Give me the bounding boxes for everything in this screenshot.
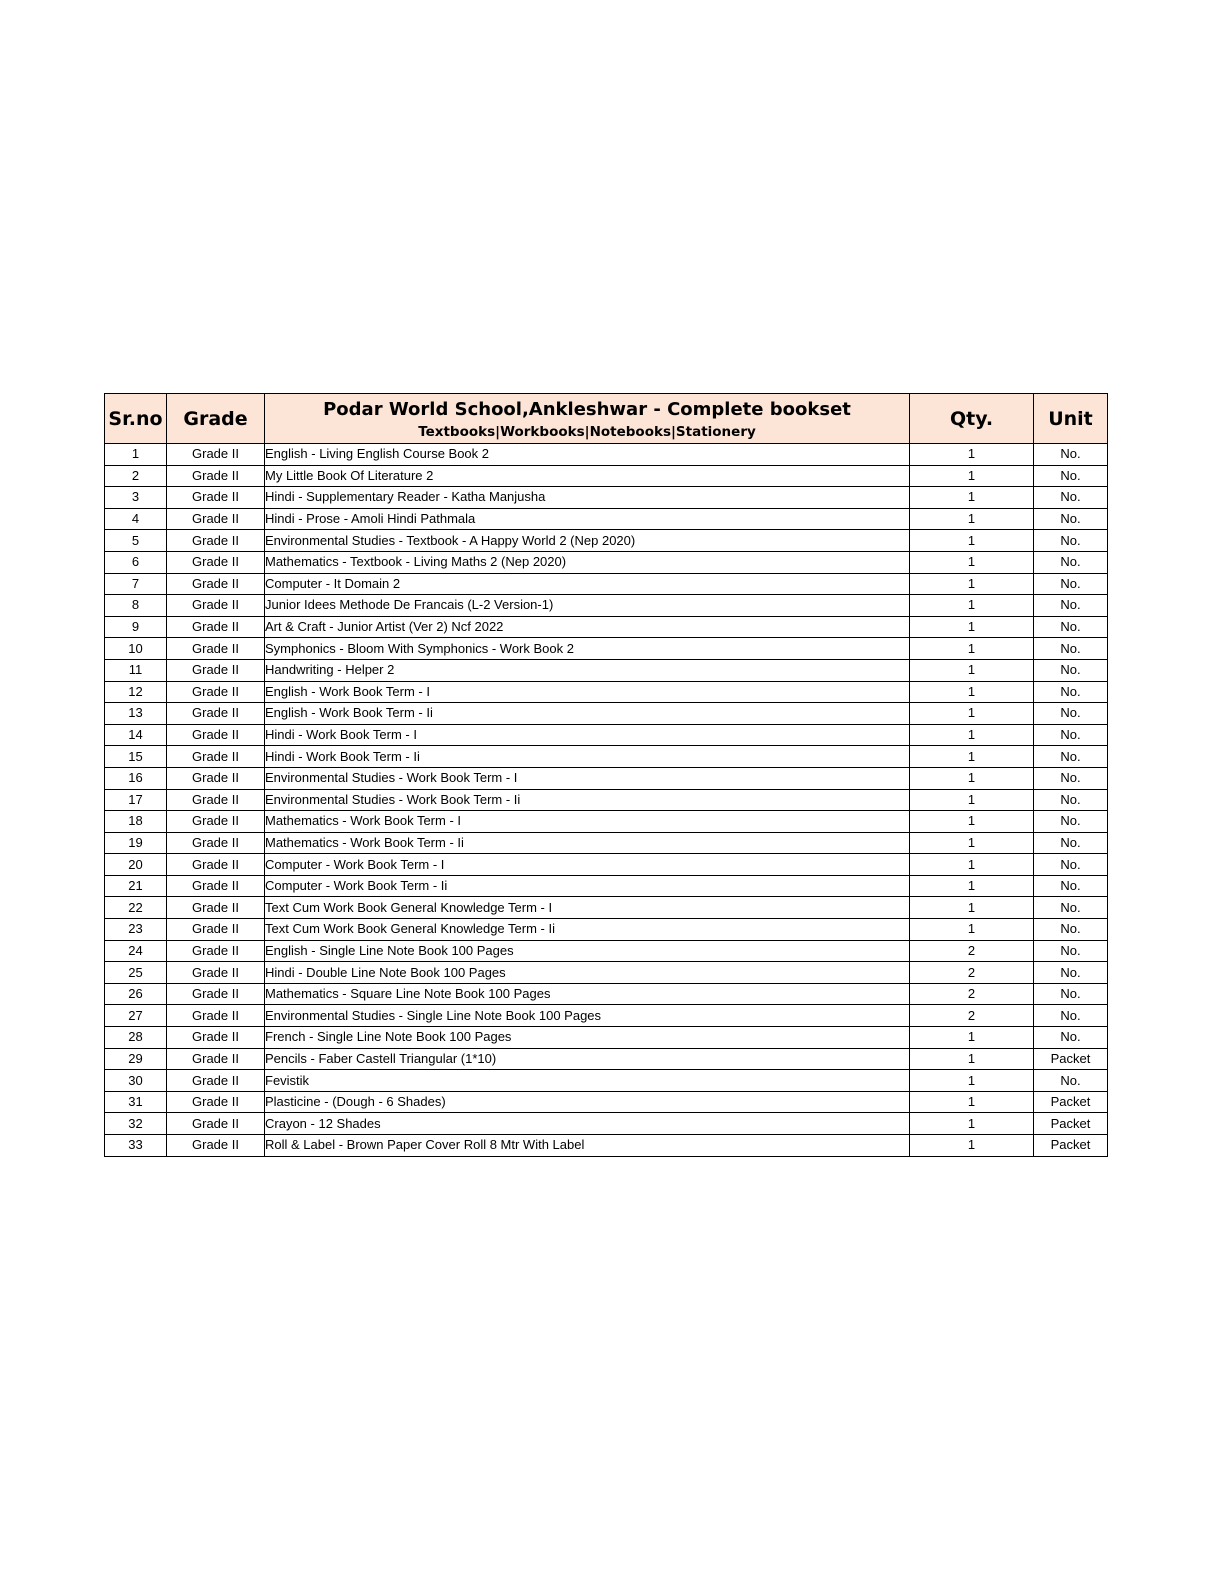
cell-unit: No.	[1034, 595, 1108, 617]
cell-item: Hindi - Supplementary Reader - Katha Manjusha	[265, 487, 910, 509]
cell-srno: 33	[105, 1135, 167, 1157]
table-row	[105, 767, 1108, 789]
cell-grade: Grade II	[167, 659, 265, 681]
cell-grade: Grade II	[167, 681, 265, 703]
cell-srno: 21	[105, 875, 167, 897]
cell-item: My Little Book Of Literature 2	[265, 465, 910, 487]
cell-qty: 1	[910, 638, 1034, 660]
table-row	[105, 487, 1108, 509]
cell-srno: 25	[105, 962, 167, 984]
cell-srno: 26	[105, 983, 167, 1005]
cell-qty: 1	[910, 595, 1034, 617]
cell-srno: 17	[105, 789, 167, 811]
cell-item: Hindi - Work Book Term - Ii	[265, 746, 910, 768]
table-row	[105, 444, 1108, 466]
cell-item: Environmental Studies - Work Book Term - I	[265, 767, 910, 789]
cell-grade: Grade II	[167, 875, 265, 897]
cell-item: Hindi - Prose - Amoli Hindi Pathmala	[265, 508, 910, 530]
table-row	[105, 983, 1108, 1005]
bookset-table	[104, 393, 1108, 1157]
cell-qty: 1	[910, 1113, 1034, 1135]
cell-item: Pencils - Faber Castell Triangular (1*10)	[265, 1048, 910, 1070]
cell-item: Environmental Studies - Textbook - A Happy World 2 (Nep 2020)	[265, 530, 910, 552]
cell-item: English - Work Book Term - I	[265, 681, 910, 703]
cell-srno: 22	[105, 897, 167, 919]
cell-qty: 1	[910, 573, 1034, 595]
cell-item: English - Work Book Term - Ii	[265, 703, 910, 725]
cell-unit: No.	[1034, 616, 1108, 638]
header-unit: Unit	[1034, 394, 1108, 444]
cell-unit: No.	[1034, 530, 1108, 552]
cell-unit: No.	[1034, 681, 1108, 703]
cell-unit: No.	[1034, 789, 1108, 811]
cell-srno: 16	[105, 767, 167, 789]
table-row	[105, 1048, 1108, 1070]
table-row	[105, 681, 1108, 703]
table-row	[105, 897, 1108, 919]
table-row	[105, 1027, 1108, 1049]
cell-qty: 1	[910, 444, 1034, 466]
table-row	[105, 638, 1108, 660]
cell-srno: 29	[105, 1048, 167, 1070]
table-row	[105, 875, 1108, 897]
cell-item: Symphonics - Bloom With Symphonics - Work Book 2	[265, 638, 910, 660]
cell-grade: Grade II	[167, 1070, 265, 1092]
cell-qty: 2	[910, 983, 1034, 1005]
cell-item: Computer - Work Book Term - Ii	[265, 875, 910, 897]
cell-grade: Grade II	[167, 1048, 265, 1070]
table-row	[105, 1113, 1108, 1135]
cell-qty: 2	[910, 1005, 1034, 1027]
cell-item: Hindi - Double Line Note Book 100 Pages	[265, 962, 910, 984]
cell-grade: Grade II	[167, 789, 265, 811]
cell-grade: Grade II	[167, 530, 265, 552]
cell-qty: 1	[910, 1135, 1034, 1157]
cell-grade: Grade II	[167, 1113, 265, 1135]
cell-qty: 1	[910, 1091, 1034, 1113]
cell-srno: 18	[105, 811, 167, 833]
cell-unit: No.	[1034, 573, 1108, 595]
cell-unit: No.	[1034, 508, 1108, 530]
cell-qty: 1	[910, 465, 1034, 487]
cell-unit: No.	[1034, 703, 1108, 725]
cell-qty: 1	[910, 767, 1034, 789]
cell-srno: 10	[105, 638, 167, 660]
table-row	[105, 724, 1108, 746]
cell-unit: No.	[1034, 919, 1108, 941]
header-subtitle: Textbooks|Workbooks|Notebooks|Stationery	[418, 423, 756, 440]
cell-srno: 28	[105, 1027, 167, 1049]
cell-unit: No.	[1034, 465, 1108, 487]
cell-item: Plasticine - (Dough - 6 Shades)	[265, 1091, 910, 1113]
table-row	[105, 659, 1108, 681]
cell-item: Environmental Studies - Single Line Note Book 100 Pages	[265, 1005, 910, 1027]
cell-unit: No.	[1034, 1027, 1108, 1049]
cell-unit: No.	[1034, 1005, 1108, 1027]
cell-unit: Packet	[1034, 1113, 1108, 1135]
cell-item: Handwriting - Helper 2	[265, 659, 910, 681]
cell-srno: 32	[105, 1113, 167, 1135]
cell-item: Mathematics - Work Book Term - I	[265, 811, 910, 833]
cell-srno: 1	[105, 444, 167, 466]
cell-qty: 1	[910, 487, 1034, 509]
table-body	[105, 444, 1108, 1157]
cell-qty: 1	[910, 1070, 1034, 1092]
table-row	[105, 919, 1108, 941]
cell-grade: Grade II	[167, 983, 265, 1005]
header-srno: Sr.no	[105, 394, 167, 444]
cell-qty: 1	[910, 530, 1034, 552]
cell-qty: 1	[910, 1048, 1034, 1070]
cell-grade: Grade II	[167, 638, 265, 660]
cell-unit: No.	[1034, 638, 1108, 660]
cell-srno: 7	[105, 573, 167, 595]
cell-unit: No.	[1034, 940, 1108, 962]
table-row	[105, 1091, 1108, 1113]
table-row	[105, 551, 1108, 573]
cell-item: Computer - Work Book Term - I	[265, 854, 910, 876]
cell-item: Crayon - 12 Shades	[265, 1113, 910, 1135]
table-row	[105, 1070, 1108, 1092]
cell-srno: 27	[105, 1005, 167, 1027]
cell-grade: Grade II	[167, 940, 265, 962]
cell-grade: Grade II	[167, 919, 265, 941]
cell-unit: Packet	[1034, 1048, 1108, 1070]
cell-qty: 1	[910, 1027, 1034, 1049]
cell-qty: 1	[910, 551, 1034, 573]
cell-grade: Grade II	[167, 1005, 265, 1027]
table-row	[105, 789, 1108, 811]
cell-srno: 6	[105, 551, 167, 573]
cell-unit: No.	[1034, 551, 1108, 573]
cell-qty: 1	[910, 875, 1034, 897]
cell-unit: No.	[1034, 983, 1108, 1005]
table-row	[105, 940, 1108, 962]
cell-unit: No.	[1034, 444, 1108, 466]
cell-item: Environmental Studies - Work Book Term - Ii	[265, 789, 910, 811]
table-row	[105, 573, 1108, 595]
cell-grade: Grade II	[167, 616, 265, 638]
table-row	[105, 465, 1108, 487]
cell-grade: Grade II	[167, 767, 265, 789]
cell-grade: Grade II	[167, 508, 265, 530]
cell-item: Art & Craft - Junior Artist (Ver 2) Ncf 2022	[265, 616, 910, 638]
cell-unit: Packet	[1034, 1091, 1108, 1113]
cell-grade: Grade II	[167, 444, 265, 466]
cell-srno: 14	[105, 724, 167, 746]
cell-unit: No.	[1034, 811, 1108, 833]
cell-unit: No.	[1034, 854, 1108, 876]
cell-qty: 1	[910, 811, 1034, 833]
cell-qty: 1	[910, 919, 1034, 941]
header-qty: Qty.	[910, 394, 1034, 444]
cell-srno: 5	[105, 530, 167, 552]
cell-unit: No.	[1034, 875, 1108, 897]
cell-srno: 15	[105, 746, 167, 768]
cell-qty: 1	[910, 659, 1034, 681]
table-row	[105, 595, 1108, 617]
cell-qty: 1	[910, 832, 1034, 854]
cell-item: Mathematics - Square Line Note Book 100 Pages	[265, 983, 910, 1005]
cell-grade: Grade II	[167, 573, 265, 595]
cell-grade: Grade II	[167, 1135, 265, 1157]
cell-qty: 1	[910, 508, 1034, 530]
cell-item: Text Cum Work Book General Knowledge Term - Ii	[265, 919, 910, 941]
cell-srno: 20	[105, 854, 167, 876]
cell-qty: 1	[910, 897, 1034, 919]
cell-qty: 1	[910, 616, 1034, 638]
header-grade: Grade	[167, 394, 265, 444]
cell-item: Mathematics - Textbook - Living Maths 2 (Nep 2020)	[265, 551, 910, 573]
cell-item: Roll & Label - Brown Paper Cover Roll 8 Mtr With Label	[265, 1135, 910, 1157]
table-row	[105, 962, 1108, 984]
cell-grade: Grade II	[167, 1091, 265, 1113]
table-row	[105, 1005, 1108, 1027]
table-row	[105, 703, 1108, 725]
cell-srno: 31	[105, 1091, 167, 1113]
cell-grade: Grade II	[167, 811, 265, 833]
cell-grade: Grade II	[167, 854, 265, 876]
cell-item: English - Living English Course Book 2	[265, 444, 910, 466]
table-row	[105, 746, 1108, 768]
cell-grade: Grade II	[167, 703, 265, 725]
table-row	[105, 854, 1108, 876]
cell-srno: 8	[105, 595, 167, 617]
cell-grade: Grade II	[167, 551, 265, 573]
cell-unit: No.	[1034, 832, 1108, 854]
cell-grade: Grade II	[167, 487, 265, 509]
cell-item: French - Single Line Note Book 100 Pages	[265, 1027, 910, 1049]
cell-srno: 19	[105, 832, 167, 854]
cell-unit: No.	[1034, 962, 1108, 984]
cell-unit: No.	[1034, 487, 1108, 509]
table-row	[105, 530, 1108, 552]
cell-item: Text Cum Work Book General Knowledge Term - I	[265, 897, 910, 919]
cell-unit: No.	[1034, 767, 1108, 789]
cell-unit: Packet	[1034, 1135, 1108, 1157]
cell-qty: 2	[910, 940, 1034, 962]
cell-unit: No.	[1034, 897, 1108, 919]
cell-srno: 23	[105, 919, 167, 941]
cell-srno: 13	[105, 703, 167, 725]
table-row	[105, 1135, 1108, 1157]
cell-grade: Grade II	[167, 595, 265, 617]
cell-qty: 1	[910, 703, 1034, 725]
cell-item: Mathematics - Work Book Term - Ii	[265, 832, 910, 854]
table-row	[105, 616, 1108, 638]
cell-unit: No.	[1034, 1070, 1108, 1092]
cell-srno: 9	[105, 616, 167, 638]
cell-item: Computer - It Domain 2	[265, 573, 910, 595]
header-title-cell	[265, 394, 910, 444]
cell-item: Hindi - Work Book Term - I	[265, 724, 910, 746]
cell-qty: 1	[910, 789, 1034, 811]
header-title: Podar World School,Ankleshwar - Complete bookset	[323, 398, 851, 420]
cell-srno: 12	[105, 681, 167, 703]
cell-grade: Grade II	[167, 465, 265, 487]
cell-srno: 2	[105, 465, 167, 487]
cell-item: Fevistik	[265, 1070, 910, 1092]
cell-srno: 24	[105, 940, 167, 962]
cell-srno: 3	[105, 487, 167, 509]
cell-grade: Grade II	[167, 1027, 265, 1049]
cell-srno: 30	[105, 1070, 167, 1092]
cell-unit: No.	[1034, 724, 1108, 746]
table-row	[105, 811, 1108, 833]
cell-grade: Grade II	[167, 897, 265, 919]
cell-srno: 11	[105, 659, 167, 681]
cell-qty: 1	[910, 724, 1034, 746]
table-header	[105, 394, 1108, 444]
cell-srno: 4	[105, 508, 167, 530]
cell-unit: No.	[1034, 746, 1108, 768]
table-row	[105, 508, 1108, 530]
cell-qty: 1	[910, 746, 1034, 768]
cell-grade: Grade II	[167, 724, 265, 746]
cell-qty: 1	[910, 681, 1034, 703]
cell-qty: 2	[910, 962, 1034, 984]
cell-item: English - Single Line Note Book 100 Pages	[265, 940, 910, 962]
cell-grade: Grade II	[167, 746, 265, 768]
cell-unit: No.	[1034, 659, 1108, 681]
cell-grade: Grade II	[167, 962, 265, 984]
cell-item: Junior Idees Methode De Francais (L-2 Version-1)	[265, 595, 910, 617]
table-row	[105, 832, 1108, 854]
cell-grade: Grade II	[167, 832, 265, 854]
cell-qty: 1	[910, 854, 1034, 876]
